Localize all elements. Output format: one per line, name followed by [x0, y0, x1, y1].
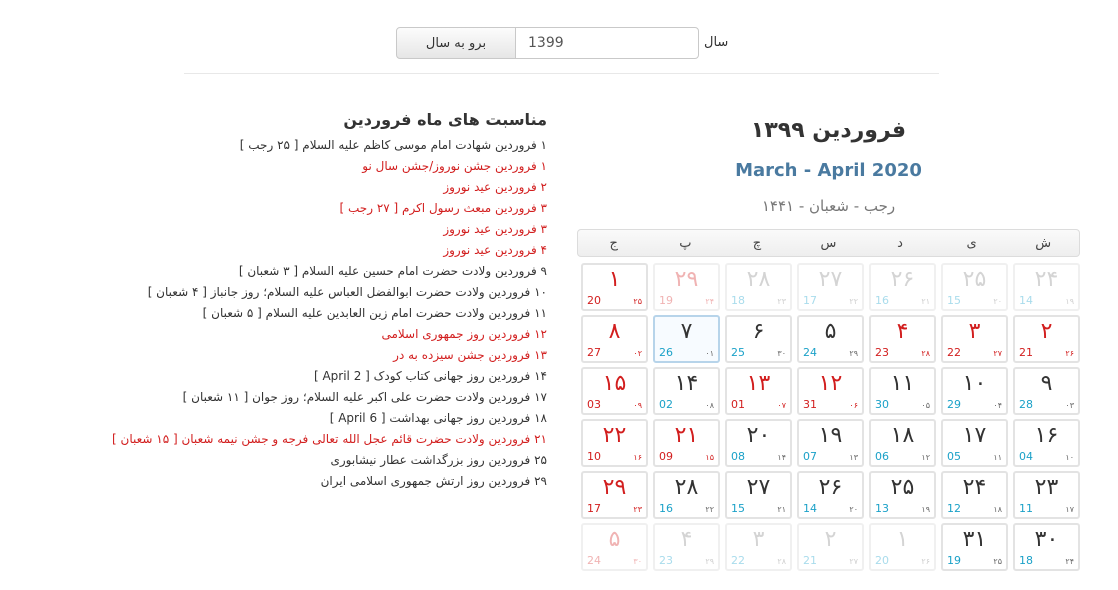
gregorian-day-number: 25 [731, 346, 745, 359]
persian-day-number: ۲ [1040, 319, 1053, 344]
gregorian-day-number: 31 [803, 398, 817, 411]
weekday-label: ی [966, 236, 977, 251]
event-item: ۲۹ فروردین روز ارتش جمهوری اسلامی ایران [320, 474, 547, 488]
day-cell[interactable] [869, 523, 936, 571]
hijri-day-number: ۱۸ [993, 505, 1002, 514]
day-cell[interactable] [1013, 471, 1080, 519]
persian-day-number: ۱۰ [962, 371, 987, 396]
year-label: سال [704, 35, 729, 50]
event-item: ۱۸ فروردین روز جهانی بهداشت [ 6 April ] [329, 411, 547, 425]
persian-day-number: ۲۸ [674, 475, 699, 500]
day-cell[interactable] [797, 419, 864, 467]
day-cell[interactable] [653, 471, 720, 519]
gregorian-day-number: 17 [803, 294, 817, 307]
persian-day-number: ۲۶ [818, 475, 843, 500]
persian-day-number: ۳ [968, 319, 981, 344]
gregorian-day-number: 22 [947, 346, 961, 359]
calendar-title: فروردین ۱۳۹۹ [750, 118, 907, 143]
events-title: مناسبت های ماه فروردین [343, 110, 547, 129]
day-cell[interactable] [941, 367, 1008, 415]
year-search-bar [184, 18, 939, 74]
hijri-day-number: ۱۲ [921, 453, 930, 462]
persian-day-number: ۱۹ [818, 423, 843, 448]
gregorian-day-number: 20 [875, 554, 889, 567]
persian-day-number: ۲۳ [1034, 475, 1059, 500]
event-item: ۲۱ فروردین ولادت حضرت قائم عجل الله تعالی فرجه و جشن نیمه شعبان [ ۱۵ شعبان ] [112, 432, 547, 446]
persian-day-number: ۳ [752, 527, 765, 552]
hijri-day-number: ۲۶ [1065, 349, 1074, 358]
gregorian-day-number: 18 [731, 294, 745, 307]
day-cell[interactable] [581, 315, 648, 363]
event-item: ۱۰ فروردین ولادت حضرت ابوالفضل العباس علیه السلام؛ روز جانباز [ ۴ شعبان ] [147, 285, 547, 299]
persian-day-number: ۵ [824, 319, 837, 344]
day-cell[interactable] [653, 367, 720, 415]
persian-day-number: ۱۵ [602, 371, 627, 396]
day-cell[interactable] [725, 523, 792, 571]
hijri-day-number: ۰۶ [849, 401, 858, 410]
gregorian-day-number: 12 [947, 502, 961, 515]
hijri-day-number: ۲۹ [849, 349, 858, 358]
persian-day-number: ۱ [608, 267, 621, 292]
weekday-label: ش [1035, 236, 1052, 251]
day-cell[interactable] [581, 419, 648, 467]
day-cell[interactable] [941, 419, 1008, 467]
day-cell[interactable] [581, 471, 648, 519]
day-cell[interactable] [653, 523, 720, 571]
day-cell[interactable] [725, 263, 792, 311]
event-item: ۹ فروردین ولادت حضرت امام حسین علیه السلام [ ۳ شعبان ] [238, 264, 547, 278]
event-item: ۱ فروردین جشن نوروز/جشن سال نو [362, 159, 547, 173]
gregorian-day-number: 26 [659, 346, 673, 359]
persian-day-number: ۴ [896, 319, 909, 344]
gregorian-day-number: 27 [587, 346, 601, 359]
hijri-day-number: ۰۹ [633, 401, 642, 410]
day-cell[interactable] [941, 523, 1008, 571]
hijri-day-number: ۱۹ [921, 505, 930, 514]
hijri-day-number: ۱۶ [633, 453, 642, 462]
gregorian-day-number: 28 [1019, 398, 1033, 411]
gregorian-day-number: 01 [731, 398, 745, 411]
gregorian-day-number: 05 [947, 450, 961, 463]
day-cell[interactable] [797, 523, 864, 571]
persian-day-number: ۶ [752, 319, 765, 344]
day-cell[interactable] [941, 315, 1008, 363]
day-cell[interactable] [653, 419, 720, 467]
hijri-day-number: ۳۰ [633, 557, 642, 566]
gregorian-day-number: 14 [803, 502, 817, 515]
day-cell[interactable] [581, 263, 648, 311]
gregorian-day-number: 24 [803, 346, 817, 359]
day-cell[interactable] [797, 315, 864, 363]
hijri-day-number: ۲۳ [633, 505, 642, 514]
events-list [77, 135, 547, 492]
day-cell[interactable] [581, 367, 648, 415]
weekday-label: ج [609, 236, 618, 251]
persian-day-number: ۱۶ [1034, 423, 1059, 448]
hijri-day-number: ۱۰ [1065, 453, 1074, 462]
gregorian-day-number: 23 [875, 346, 889, 359]
gregorian-day-number: 24 [587, 554, 601, 567]
day-cell[interactable] [581, 523, 648, 571]
day-cell[interactable] [797, 263, 864, 311]
day-cell[interactable] [797, 471, 864, 519]
persian-day-number: ۲۰ [746, 423, 771, 448]
gregorian-day-number: 07 [803, 450, 817, 463]
hijri-day-number: ۲۱ [921, 297, 930, 306]
gregorian-day-number: 10 [587, 450, 601, 463]
gregorian-day-number: 17 [587, 502, 601, 515]
day-cell[interactable] [1013, 419, 1080, 467]
weekday-header [577, 229, 1080, 257]
gregorian-day-number: 21 [1019, 346, 1033, 359]
day-cell[interactable] [941, 471, 1008, 519]
weekday-label: س [820, 236, 837, 251]
hijri-day-number: ۱۹ [1065, 297, 1074, 306]
hijri-day-number: ۱۵ [705, 453, 714, 462]
persian-day-number: ۲۹ [674, 267, 699, 292]
persian-day-number: ۲۵ [890, 475, 915, 500]
hijri-day-number: ۲۸ [777, 557, 786, 566]
persian-day-number: ۲۷ [818, 267, 843, 292]
event-item: ۲ فروردین عید نوروز [443, 180, 547, 194]
gregorian-day-number: 08 [731, 450, 745, 463]
hijri-day-number: ۰۷ [777, 401, 786, 410]
hijri-day-number: ۳۰ [777, 349, 786, 358]
hijri-day-number: ۲۵ [633, 297, 642, 306]
persian-day-number: ۱۱ [890, 371, 915, 396]
persian-day-number: ۴ [680, 527, 693, 552]
day-cell[interactable] [869, 315, 936, 363]
hijri-day-number: ۲۷ [849, 557, 858, 566]
event-item: ۱۴ فروردین روز جهانی کتاب کودک [ 2 April ] [313, 369, 547, 383]
gregorian-day-number: 13 [875, 502, 889, 515]
gregorian-day-number: 03 [587, 398, 601, 411]
hijri-day-number: ۲۴ [1065, 557, 1074, 566]
gregorian-day-number: 23 [659, 554, 673, 567]
persian-day-number: ۷ [680, 319, 693, 344]
gregorian-day-number: 20 [587, 294, 601, 307]
persian-day-number: ۲۶ [890, 267, 915, 292]
hijri-day-number: ۰۸ [705, 401, 714, 410]
persian-day-number: ۳۰ [1034, 527, 1059, 552]
go-to-year-button[interactable]: برو به سال [396, 27, 516, 59]
hijri-day-number: ۲۹ [705, 557, 714, 566]
day-cell[interactable] [941, 263, 1008, 311]
hijri-day-number: ۲۸ [921, 349, 930, 358]
day-cell[interactable] [869, 471, 936, 519]
event-item: ۲۵ فروردین روز بزرگداشت عطار نیشابوری [330, 453, 547, 467]
event-item: ۱۲ فروردین روز جمهوری اسلامی [381, 327, 547, 341]
day-cell[interactable] [653, 315, 720, 363]
hijri-day-number: ۰۴ [993, 401, 1002, 410]
gregorian-day-number: 06 [875, 450, 889, 463]
weekday-label: چ [752, 236, 762, 251]
gregorian-day-number: 16 [659, 502, 673, 515]
day-cell[interactable] [1013, 367, 1080, 415]
persian-day-number: ۲۵ [962, 267, 987, 292]
gregorian-day-number: 15 [731, 502, 745, 515]
day-cell[interactable] [869, 419, 936, 467]
event-item: ۱۷ فروردین ولادت حضرت علی اکبر علیه السلام؛ روز جوان [ ۱۱ شعبان ] [182, 390, 547, 404]
gregorian-day-number: 18 [1019, 554, 1033, 567]
persian-day-number: ۸ [608, 319, 621, 344]
persian-day-number: ۳۱ [962, 527, 987, 552]
gregorian-day-number: 09 [659, 450, 673, 463]
hijri-day-number: ۰۵ [921, 401, 930, 410]
weekday-label: پ [679, 236, 692, 251]
hijri-day-number: ۱۳ [849, 453, 858, 462]
hijri-day-number: ۲۴ [705, 297, 714, 306]
persian-day-number: ۱۳ [746, 371, 771, 396]
month-events-panel [77, 110, 547, 492]
day-cell[interactable] [797, 367, 864, 415]
day-cell[interactable] [1013, 315, 1080, 363]
persian-day-number: ۲۲ [602, 423, 627, 448]
event-item: ۱۱ فروردین ولادت حضرت امام زین العابدین علیه السلام [ ۵ شعبان ] [202, 306, 547, 320]
event-item: ۱۳ فروردین جشن سیزده به در [393, 348, 547, 362]
hijri-day-number: ۲۰ [849, 505, 858, 514]
persian-day-number: ۹ [1040, 371, 1053, 396]
gregorian-day-number: 16 [875, 294, 889, 307]
hijri-day-number: ۲۵ [993, 557, 1002, 566]
hijri-day-number: ۲۲ [705, 505, 714, 514]
day-cell[interactable] [653, 263, 720, 311]
day-cell[interactable] [725, 471, 792, 519]
day-cell[interactable] [869, 263, 936, 311]
day-cell[interactable] [725, 315, 792, 363]
hijri-day-number: ۱۱ [993, 453, 1002, 462]
gregorian-day-number: 22 [731, 554, 745, 567]
persian-day-number: ۱ [896, 527, 909, 552]
day-cell[interactable] [869, 367, 936, 415]
gregorian-range: March - April 2020 [735, 160, 922, 181]
gregorian-day-number: 21 [803, 554, 817, 567]
hijri-day-number: ۲۷ [993, 349, 1002, 358]
hijri-range: رجب - شعبان - ۱۴۴۱ [761, 197, 896, 215]
day-cell[interactable] [725, 419, 792, 467]
persian-day-number: ۱۷ [962, 423, 987, 448]
gregorian-day-number: 14 [1019, 294, 1033, 307]
weekday-label: د [897, 236, 903, 251]
day-cell[interactable] [1013, 263, 1080, 311]
event-item: ۱ فروردین شهادت امام موسی کاظم علیه السلام [ ۲۵ رجب ] [239, 138, 547, 152]
event-item: ۳ فروردین مبعث رسول اکرم [ ۲۷ رجب ] [339, 201, 547, 215]
event-item: ۳ فروردین عید نوروز [443, 222, 547, 236]
persian-day-number: ۲۹ [602, 475, 627, 500]
persian-day-number: ۲ [824, 527, 837, 552]
gregorian-day-number: 19 [659, 294, 673, 307]
gregorian-day-number: 19 [947, 554, 961, 567]
calendar-grid [577, 263, 1080, 571]
persian-day-number: ۵ [608, 527, 621, 552]
gregorian-day-number: 04 [1019, 450, 1033, 463]
persian-day-number: ۱۴ [674, 371, 699, 396]
hijri-day-number: ۲۲ [849, 297, 858, 306]
hijri-day-number: ۰۳ [1065, 401, 1074, 410]
hijri-day-number: ۰۲ [633, 349, 642, 358]
hijri-day-number: ۱۴ [777, 453, 786, 462]
persian-day-number: ۱۲ [818, 371, 843, 396]
persian-day-number: ۲۷ [746, 475, 771, 500]
day-cell[interactable] [725, 367, 792, 415]
hijri-day-number: ۰۱ [705, 349, 714, 358]
gregorian-day-number: 15 [947, 294, 961, 307]
gregorian-day-number: 30 [875, 398, 889, 411]
persian-day-number: ۲۴ [1034, 267, 1059, 292]
gregorian-day-number: 02 [659, 398, 673, 411]
persian-day-number: ۱۸ [890, 423, 915, 448]
day-cell[interactable] [1013, 523, 1080, 571]
event-item: ۴ فروردین عید نوروز [443, 243, 547, 257]
hijri-day-number: ۲۳ [777, 297, 786, 306]
hijri-day-number: ۲۶ [921, 557, 930, 566]
gregorian-day-number: 29 [947, 398, 961, 411]
hijri-day-number: ۲۱ [777, 505, 786, 514]
year-input[interactable] [515, 27, 699, 59]
hijri-day-number: ۲۰ [993, 297, 1002, 306]
gregorian-day-number: 11 [1019, 502, 1033, 515]
persian-day-number: ۲۸ [746, 267, 771, 292]
persian-day-number: ۲۱ [674, 423, 699, 448]
hijri-day-number: ۱۷ [1065, 505, 1074, 514]
persian-day-number: ۲۴ [962, 475, 987, 500]
